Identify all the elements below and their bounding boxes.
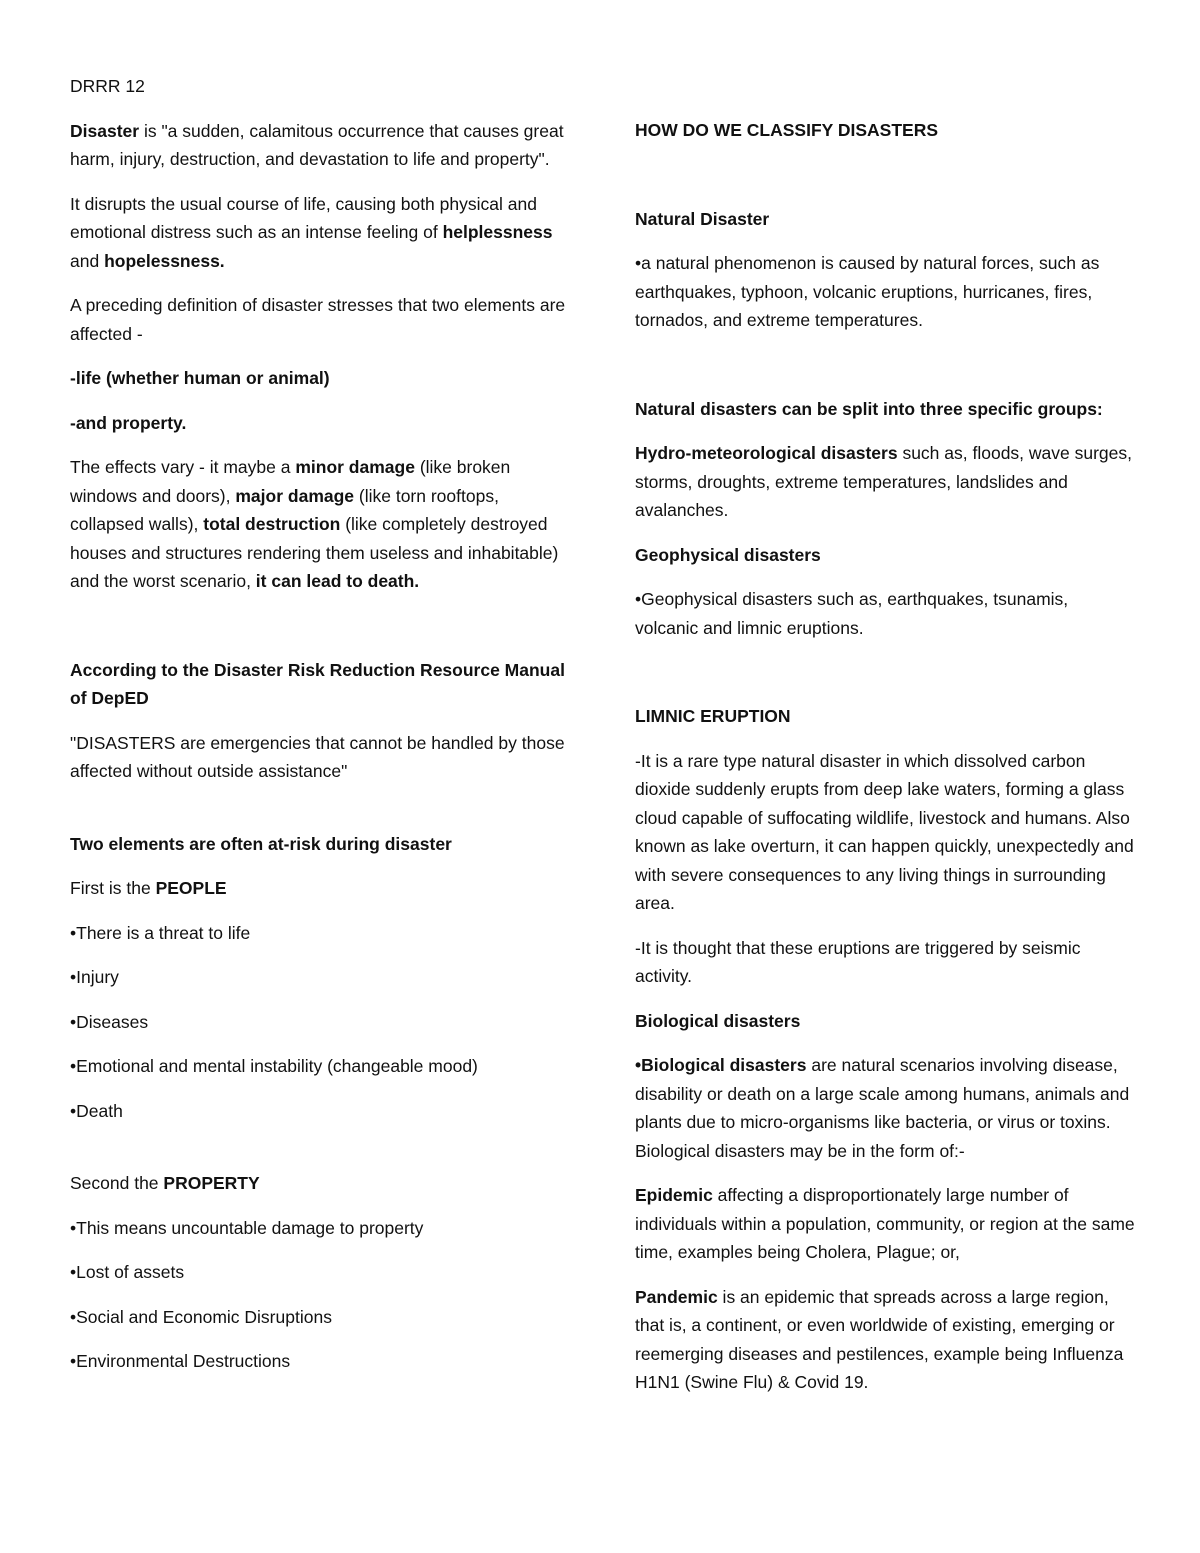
epidemic-term: Epidemic (635, 1185, 713, 1205)
spacer (70, 1141, 570, 1169)
right-column (635, 116, 1135, 1413)
list-item: •There is a threat to life (70, 922, 251, 943)
disrupts-and: and (70, 250, 105, 271)
biological-term: •Biological disasters (635, 1055, 807, 1075)
pandemic-text: is an epidemic that spreads across a large region, that is, a continent, or even worldwide of existing, emerging or reemerging diseases and pestilences, example being Influenza H1N1 (Swine Flu) & Covid 19. (635, 1286, 1124, 1392)
effects-text-1: The effects vary - it maybe a (70, 457, 296, 477)
second-prefix: Second the (70, 1173, 164, 1193)
spacer (635, 351, 1135, 395)
left-column (70, 72, 570, 1392)
helplessness-term: helplessness (442, 222, 553, 242)
lead-to-death-term: it can lead to death. (255, 571, 420, 591)
hydro-paragraph (635, 439, 1135, 525)
list-item: •Emotional and mental instability (changeable mood) (70, 1056, 478, 1076)
list-item: •This means uncountable damage to property (70, 1217, 424, 1238)
biological-heading: Biological disasters (635, 1010, 801, 1031)
list-item: •Social and Economic Disruptions (70, 1306, 332, 1327)
list-item: •Death (70, 1100, 123, 1121)
biological-text: are natural scenarios involving disease, disability or death on a large scale among humans, animals and plants due to micro-organisms like bacteria, or virus or toxins. Biological disasters may be in the form of:- (635, 1055, 1130, 1161)
doc-title: DRRR 12 (70, 76, 145, 96)
list-item: •Environmental Destructions (70, 1351, 291, 1371)
spacer (70, 612, 570, 656)
people-term: PEOPLE (155, 878, 227, 898)
second-property-line (70, 1169, 570, 1198)
disrupts-text: It disrupts the usual course of life, causing both physical and emotional distress such as an intense feeling of (70, 193, 537, 242)
limnic-paragraph-1: -It is a rare type natural disaster in which dissolved carbon dioxide suddenly erupts from deep lake waters, forming a glass cloud capable of suffocating wildlife, livestock and humans. Also known as lake overturn, it can happen quickly, unexpectedly and with severe consequences to any living things in surrounding area. (635, 750, 1134, 913)
property-term: PROPERTY (163, 1173, 260, 1193)
spacer (635, 658, 1135, 702)
epidemic-paragraph (635, 1181, 1135, 1267)
hydro-term: Hydro-meteorological disasters (635, 443, 898, 463)
disaster-definition (70, 117, 570, 174)
effects-paragraph (70, 453, 570, 596)
definition-text: is "a sudden, calamitous occurrence that causes great harm, injury, destruction, and devastation to life and property". (70, 120, 564, 169)
spacer (635, 161, 1135, 205)
minor-damage-term: minor damage (295, 457, 415, 477)
limnic-paragraph-2: -It is thought that these eruptions are triggered by seismic activity. (635, 937, 1081, 986)
effects-text-4: (like completely destroyed houses and structures rendering them useless and inhabitable) and the worst scenario, (70, 514, 559, 591)
pandemic-paragraph (635, 1283, 1135, 1397)
according-quote: "DISASTERS are emergencies that cannot be handled by those affected without outside assistance" (70, 732, 565, 781)
epidemic-text: affecting a disproportionately large number of individuals within a population, community, or region at the same time, examples being Cholera, Plague; or, (635, 1185, 1135, 1262)
pandemic-term: Pandemic (635, 1286, 718, 1307)
classify-heading: HOW DO WE CLASSIFY DISASTERS (635, 120, 939, 140)
two-elements-heading: Two elements are often at-risk during disaster (70, 833, 452, 854)
geophysical-text: •Geophysical disasters such as, earthquakes, tsunamis, volcanic and limnic eruptions. (635, 589, 1069, 638)
life-item: -life (whether human or animal) (70, 368, 330, 388)
hydro-text: such as, floods, wave surges, storms, droughts, extreme temperatures, landslides and avalanches. (635, 443, 1132, 520)
biological-paragraph (635, 1051, 1135, 1165)
first-people-line (70, 874, 570, 903)
effects-text-2: (like broken windows and doors), (70, 457, 511, 506)
limnic-heading: LIMNIC ERUPTION (635, 706, 791, 726)
list-item: •Diseases (70, 1011, 149, 1032)
definition-term: Disaster (70, 120, 140, 141)
list-item: •Injury (70, 967, 119, 987)
natural-disaster-text: •a natural phenomenon is caused by natural forces, such as earthquakes, typhoon, volcanic eruptions, hurricanes, fires, tornados, and extreme temperatures. (635, 253, 1100, 330)
natural-disaster-heading: Natural Disaster (635, 208, 770, 229)
groups-heading: Natural disasters can be split into three specific groups: (635, 398, 1103, 419)
total-destruction-term: total destruction (203, 514, 341, 534)
property-item: -and property. (70, 412, 187, 433)
according-heading: According to the Disaster Risk Reduction Resource Manual of DepED (70, 659, 565, 708)
spacer (70, 802, 570, 830)
first-prefix: First is the (70, 878, 156, 898)
preceding-paragraph: A preceding definition of disaster stresses that two elements are affected - (70, 295, 566, 344)
major-damage-term: major damage (235, 485, 355, 506)
list-item: •Lost of assets (70, 1262, 185, 1282)
effects-text-3: (like torn rooftops, collapsed walls), (70, 485, 499, 534)
hopelessness-term: hopelessness. (104, 250, 225, 271)
disrupts-paragraph (70, 190, 570, 276)
geophysical-heading: Geophysical disasters (635, 544, 821, 565)
